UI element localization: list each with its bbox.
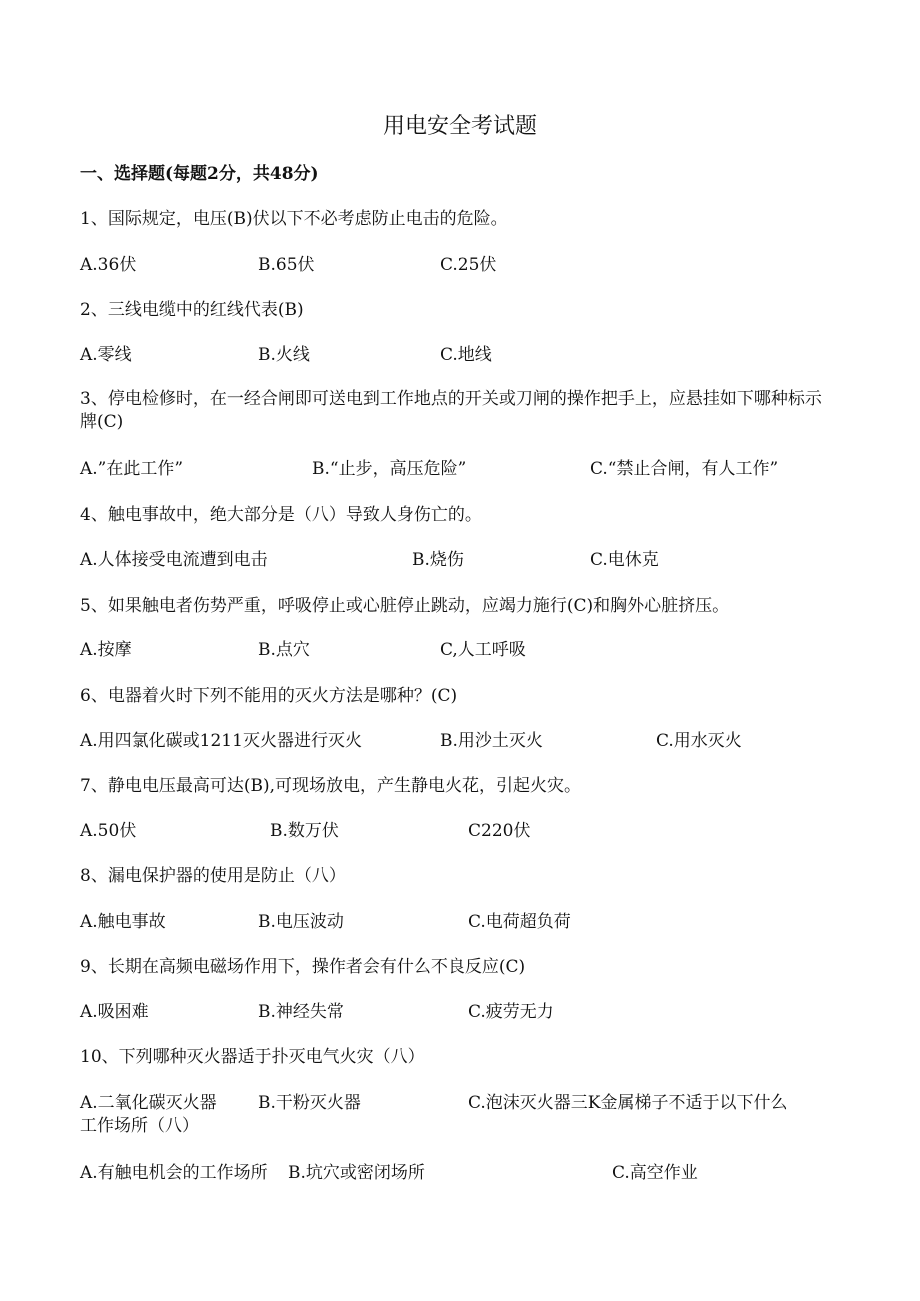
q6-option-c: C.用水灭火 <box>656 731 742 751</box>
q3-option-c: C.“禁止合闸，有人工作” <box>590 459 779 479</box>
q1-option-b: B.65伏 <box>258 255 315 275</box>
q8-option-a: A.触电事故 <box>80 912 166 932</box>
question-3: 3、停电检修时，在一经合闸即可送电到工作地点的开关或刀闸的操作把手上，应悬挂如下哪种标示牌(C) <box>80 389 822 432</box>
q5-option-a: A.按摩 <box>80 640 132 660</box>
q2-option-c: C.地线 <box>440 345 492 365</box>
page-title: 用电安全考试题 <box>382 114 537 139</box>
question-11: 工作场所（八） <box>80 1116 199 1136</box>
question-2: 2、三线电缆中的红线代表(B) <box>80 300 304 320</box>
question-4: 4、触电事故中，绝大部分是（八）导致人身伤亡的。 <box>80 505 482 525</box>
q7-option-b: B.数万伏 <box>270 821 339 841</box>
q2-option-b: B.火线 <box>258 345 310 365</box>
q4-option-b: B.烧伤 <box>412 550 464 570</box>
q7-option-c: C220伏 <box>468 821 531 841</box>
q5-option-c: C,人工呼吸 <box>440 640 526 660</box>
q9-option-b: B.神经失常 <box>258 1002 344 1022</box>
question-1: 1、国际规定，电压(B)伏以下不必考虑防止电击的危险。 <box>80 209 508 229</box>
q3-option-a: A.”在此工作” <box>80 459 184 479</box>
question-8: 8、漏电保护器的使用是防止（八） <box>80 866 346 886</box>
q9-option-a: A.吸困难 <box>80 1002 149 1022</box>
q6-option-b: B.用沙土灭火 <box>440 731 543 751</box>
q8-option-b: B.电压波动 <box>258 912 344 932</box>
q5-option-b: B.点穴 <box>258 640 310 660</box>
q4-option-c: C.电休克 <box>590 550 659 570</box>
q2-option-a: A.零线 <box>80 345 132 365</box>
q9-option-c: C.疲劳无力 <box>468 1002 554 1022</box>
q10-option-c: C.泡沫灭火器三K金属梯子不适于以下什么 <box>468 1093 788 1113</box>
q7-option-a: A.50伏 <box>80 821 137 841</box>
question-9: 9、长期在高频电磁场作用下，操作者会有什么不良反应(C) <box>80 957 526 977</box>
section-heading: 一、选择题(每题2分，共48分) <box>80 164 319 184</box>
q10-option-b: B.干粉灭火器 <box>258 1093 361 1113</box>
q11-option-c: C.高空作业 <box>612 1163 698 1183</box>
question-10: 10、下列哪种灭火器适于扑灭电气火灾（八） <box>80 1047 425 1067</box>
q4-option-a: A.人体接受电流遭到电击 <box>80 550 268 570</box>
q1-option-a: A.36伏 <box>80 255 137 275</box>
q11-option-b: B.坑穴或密闭场所 <box>288 1163 425 1183</box>
question-6: 6、电器着火时下列不能用的灭火方法是哪种？(C) <box>80 686 458 706</box>
q6-option-a: A.用四氯化碳或1211灭火器进行灭火 <box>80 731 362 751</box>
q11-option-a: A.有触电机会的工作场所 <box>80 1163 268 1183</box>
q3-option-b: B.“止步，高压危险” <box>312 459 467 479</box>
q10-option-a: A.二氧化碳灭火器 <box>80 1093 217 1113</box>
q1-option-c: C.25伏 <box>440 255 497 275</box>
q8-option-c: C.电荷超负荷 <box>468 912 571 932</box>
question-7: 7、静电电压最高可达(B),可现场放电，产生静电火花，引起火灾。 <box>80 776 581 796</box>
question-5: 5、如果触电者伤势严重，呼吸停止或心脏停止跳动，应竭力施行(C)和胸外心脏挤压。 <box>80 596 730 616</box>
